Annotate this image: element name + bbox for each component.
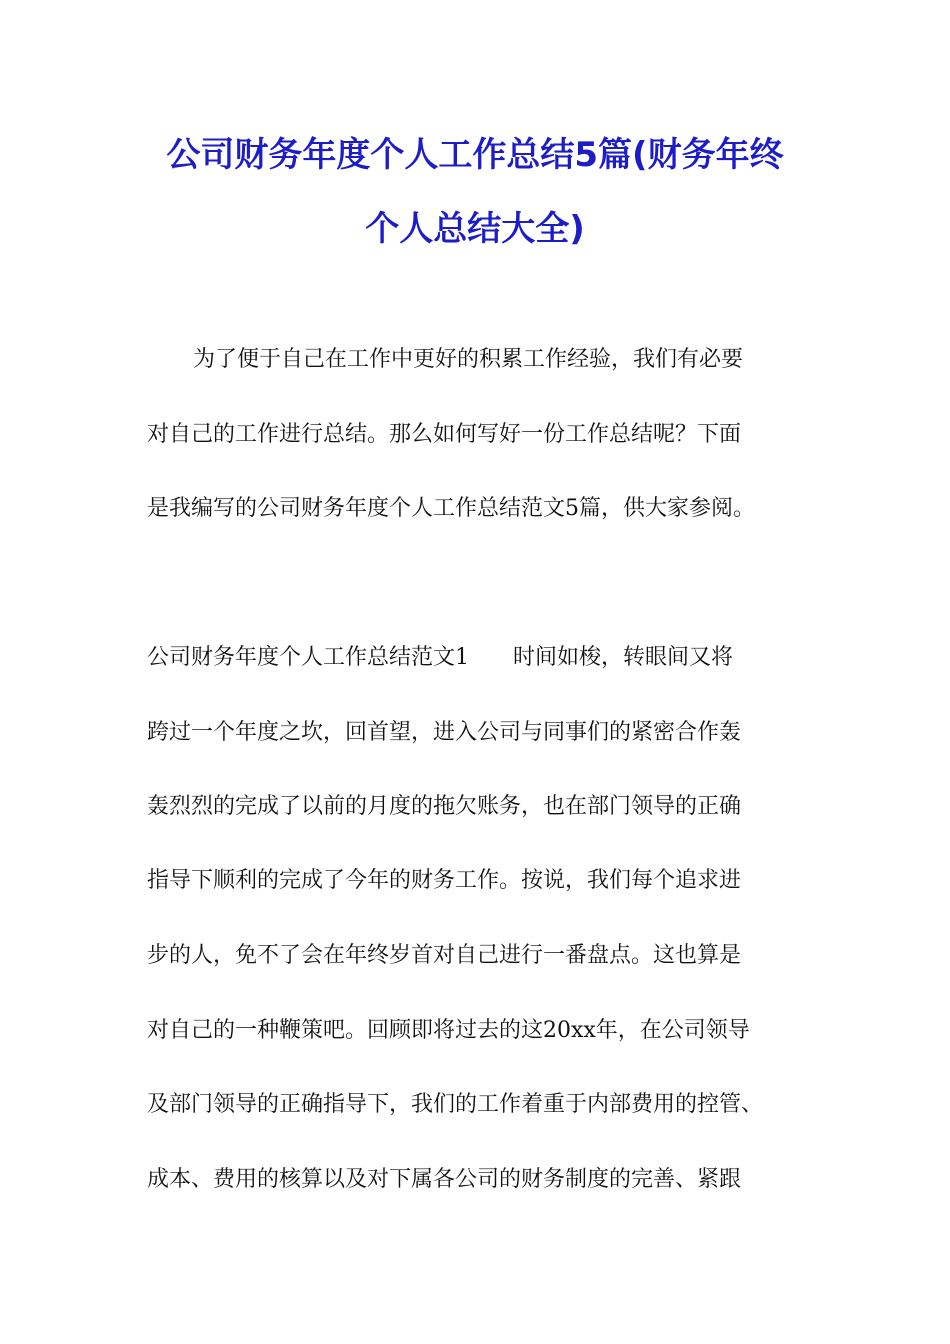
section-line-8: 成本、费用的核算以及对下属各公司的财务制度的完善、紧跟 [147,1167,742,1192]
intro-line-2: 对自己的工作进行总结。那么如何写好一份工作总结呢？下面 [147,422,742,447]
section-line-2: 跨过一个年度之坎，回首望，进入公司与同事们的紧密合作轰 [147,720,742,745]
intro-line-3: 是我编写的公司财务年度个人工作总结范文5篇，供大家参阅。 [147,496,755,521]
section-line-4: 指导下顺利的完成了今年的财务工作。按说，我们每个追求进 [147,868,742,893]
section-line-7: 及部门领导的正确指导下，我们的工作着重于内部费用的控管、 [147,1092,764,1117]
document-title-line-1: 公司财务年度个人工作总结5篇(财务年终 [166,135,784,175]
section-line-5: 步的人，免不了会在年终岁首对自己进行一番盘点。这也算是 [147,943,742,968]
section-line-3: 轰烈烈的完成了以前的月度的拖欠账务，也在部门领导的正确 [147,794,742,819]
section-line-6: 对自己的一种鞭策吧。回顾即将过去的这20xx年，在公司领导 [147,1018,750,1043]
document-title-line-2: 个人总结大全) [365,209,585,249]
intro-line-1: 为了便于自己在工作中更好的积累工作经验，我们有必要 [193,347,744,372]
section-line-1: 公司财务年度个人工作总结范文1 时间如梭，转眼间又将 [147,645,733,670]
